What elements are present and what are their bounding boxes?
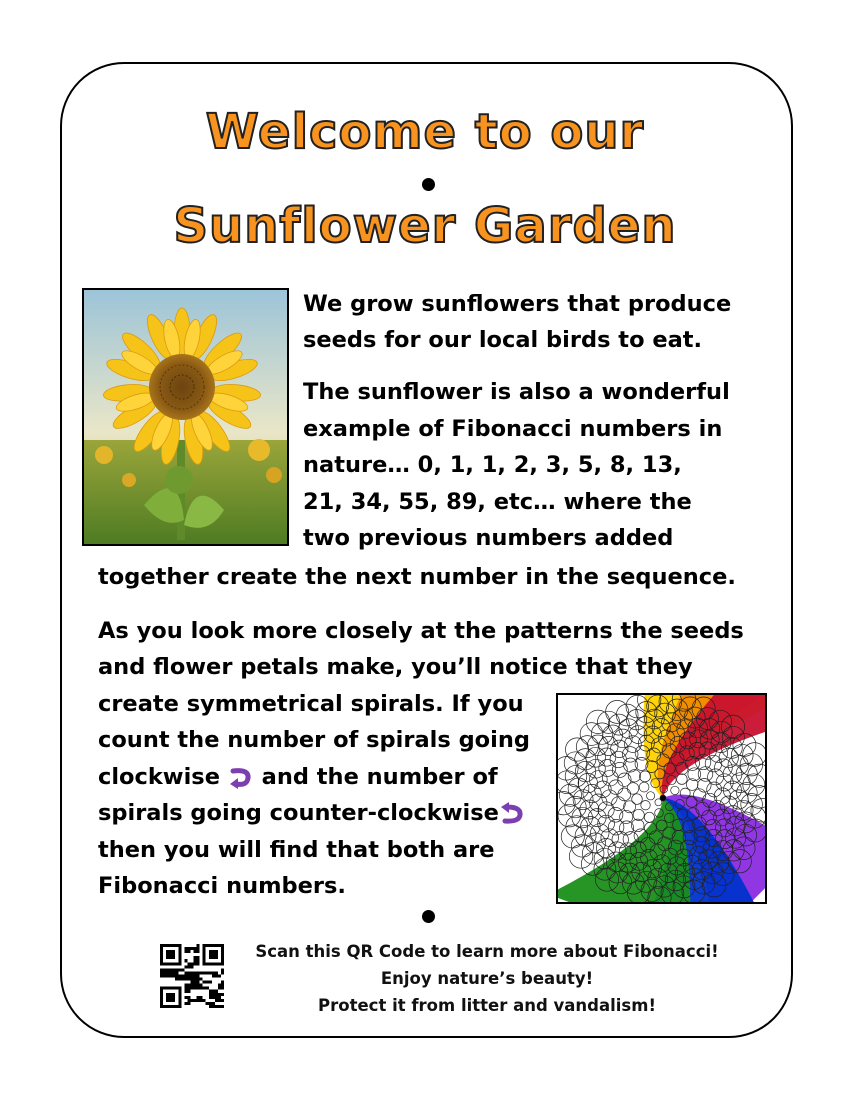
- clockwise-rest: and the number of: [261, 764, 498, 790]
- divider-dot-top: [422, 178, 435, 191]
- qr-caption: Scan this QR Code to learn more about Fibonacci!: [255, 942, 719, 961]
- intro-text-line: seeds for our local birds to eat.: [303, 327, 703, 353]
- title-line-1: Welcome to our: [205, 104, 645, 160]
- spirals-text-line: and flower petals make, you’ll notice that they: [98, 654, 693, 680]
- counter-word: spirals going counter-clockwise: [98, 800, 499, 826]
- spirals-text-line: count the number of spirals going: [98, 727, 530, 753]
- spirals-text-line: then you will find that both are: [98, 837, 495, 863]
- sunflower-photo: [82, 288, 289, 546]
- footer-line-3: Protect it from litter and vandalism!: [318, 996, 656, 1015]
- divider-dot-bottom: [422, 910, 435, 923]
- spirals-text-line: As you look more closely at the patterns the seeds: [98, 618, 744, 644]
- fibonacci-spiral-illustration: [556, 693, 767, 904]
- intro-text-line: nature… 0, 1, 1, 2, 3, 5, 8, 13,: [303, 452, 682, 478]
- counter-clockwise-arrow-icon: [499, 802, 525, 826]
- intro-text-line: We grow sunflowers that produce: [303, 291, 732, 317]
- intro-text-line: example of Fibonacci numbers in: [303, 416, 723, 442]
- footer-line-2: Enjoy nature’s beauty!: [380, 969, 594, 988]
- intro-text-line: two previous numbers added: [303, 525, 674, 551]
- intro-text-line: 21, 34, 55, 89, etc… where the: [303, 489, 692, 515]
- spirals-text-line: create symmetrical spirals. If you: [98, 691, 524, 717]
- spirals-text-line: [98, 759, 498, 796]
- spirals-text-line: [98, 795, 525, 832]
- spirals-text-line: Fibonacci numbers.: [98, 873, 346, 899]
- clockwise-word: clockwise: [98, 764, 220, 790]
- title-line-2: Sunflower Garden: [173, 198, 677, 254]
- clockwise-arrow-icon: [228, 766, 254, 790]
- intro-text-line: The sunflower is also a wonderful: [303, 379, 730, 405]
- qr-code-icon[interactable]: [160, 944, 224, 1008]
- intro-text-line: together create the next number in the sequence.: [98, 564, 736, 590]
